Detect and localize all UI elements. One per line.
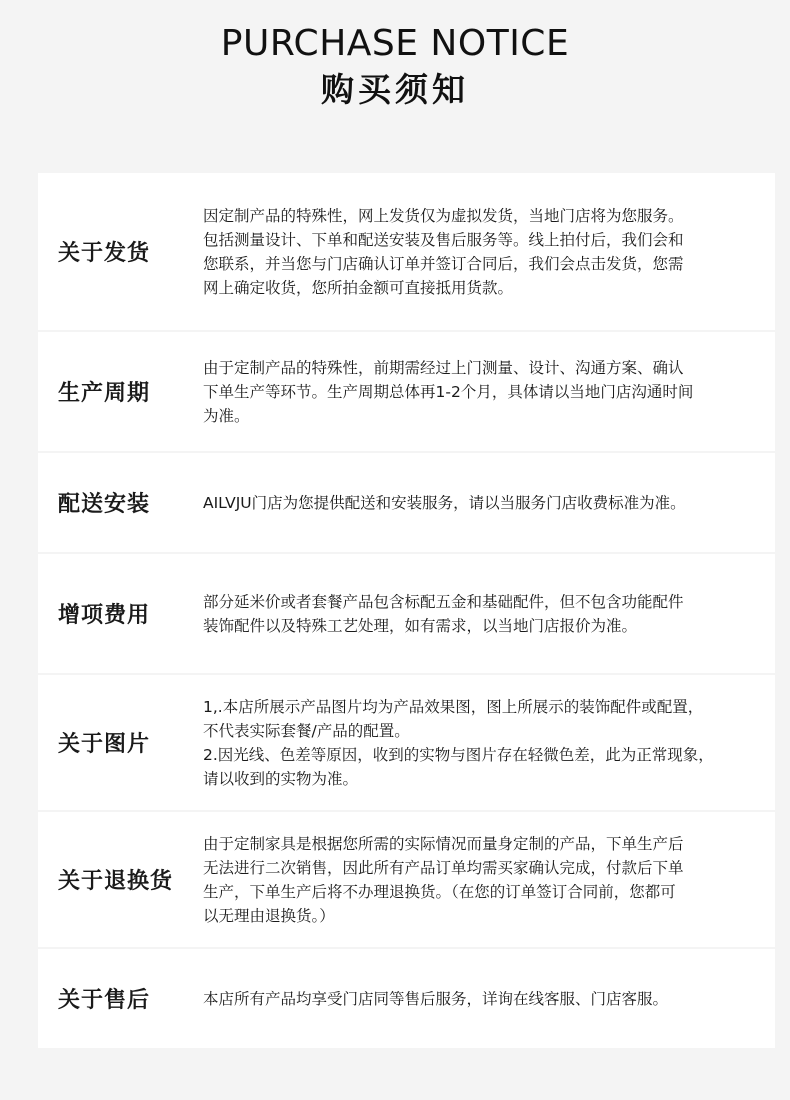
- notice-row-content: [203, 356, 775, 428]
- notice-text-line: 生产，下单生产后将不办理退换货。（在您的订单签订合同前，您都可: [203, 882, 676, 901]
- notice-row-content: [203, 695, 775, 791]
- notice-row-content: [203, 491, 775, 515]
- notice-row-label: 关于发货: [58, 241, 151, 266]
- notice-text-line: 为准。: [203, 406, 250, 425]
- notice-row-label: 关于图片: [58, 732, 151, 757]
- notice-row-pictures: [38, 673, 775, 810]
- notice-row-content: [203, 832, 775, 928]
- page-title-english: PURCHASE NOTICE: [220, 23, 570, 64]
- notice-text-line: 1,.本店所展示产品图片均为产品效果图，图上所展示的装饰配件或配置，: [203, 697, 704, 716]
- notice-row-after-sales: [38, 947, 775, 1048]
- notice-row-returns: [38, 810, 775, 947]
- notice-text-line: 装饰配件以及特殊工艺处理，如有需求，以当地门店报价为准。: [203, 616, 638, 635]
- notice-text-line: 部分延米价或者套餐产品包含标配五金和基础配件，但不包含功能配件: [203, 592, 684, 611]
- notice-row-content: [203, 204, 775, 300]
- notice-row-content: [203, 590, 775, 638]
- notice-text-line: AILVJU门店为您提供配送和安装服务，请以当服务门店收费标准为准。: [203, 493, 686, 512]
- notice-row-label: 关于退换货: [58, 869, 174, 894]
- notice-row-shipping: [38, 173, 775, 330]
- notice-text-line: 包括测量设计、下单和配送安装及售后服务等。线上拍付后，我们会和: [203, 230, 684, 249]
- notice-text-line: 本店所有产品均享受门店同等售后服务，详询在线客服、门店客服。: [203, 989, 669, 1008]
- notice-text-line: 因定制产品的特殊性，网上发货仅为虚拟发货，当地门店将为您服务。: [203, 206, 684, 225]
- notice-text-line: 无法进行二次销售，因此所有产品订单均需买家确认完成，付款后下单: [203, 858, 684, 877]
- notice-row-label: 关于售后: [58, 988, 151, 1013]
- notice-text-line: 请以收到的实物为准。: [203, 769, 359, 788]
- notice-row-delivery-installation: [38, 451, 775, 552]
- notice-row-label: 配送安装: [58, 492, 151, 517]
- notice-row-content: [203, 987, 775, 1011]
- notice-text-line: 以无理由退换货。）: [203, 906, 335, 925]
- notice-text-line: 网上确定收货，您所拍金额可直接抵用货款。: [203, 278, 514, 297]
- notice-row-label: 生产周期: [58, 381, 151, 406]
- notice-text-line: 不代表实际套餐/产品的配置。: [203, 721, 410, 740]
- notice-text-line: 您联系，并当您与门店确认订单并签订合同后，我们会点击发货，您需: [203, 254, 684, 273]
- notice-row-label: 增项费用: [58, 603, 151, 628]
- purchase-notice-table: [38, 173, 775, 1048]
- page-header: [0, 22, 790, 112]
- notice-row-extra-fees: [38, 552, 775, 673]
- page-title-chinese: 购买须知: [321, 70, 469, 109]
- notice-text-line: 2.因光线、色差等原因，收到的实物与图片存在轻微色差，此为正常现象，: [203, 745, 714, 764]
- notice-text-line: 由于定制家具是根据您所需的实际情况而量身定制的产品，下单生产后: [203, 834, 684, 853]
- notice-text-line: 下单生产等环节。生产周期总体再1-2个月，具体请以当地门店沟通时间: [203, 382, 694, 401]
- notice-text-line: 由于定制产品的特殊性，前期需经过上门测量、设计、沟通方案、确认: [203, 358, 684, 377]
- notice-row-production-cycle: [38, 330, 775, 451]
